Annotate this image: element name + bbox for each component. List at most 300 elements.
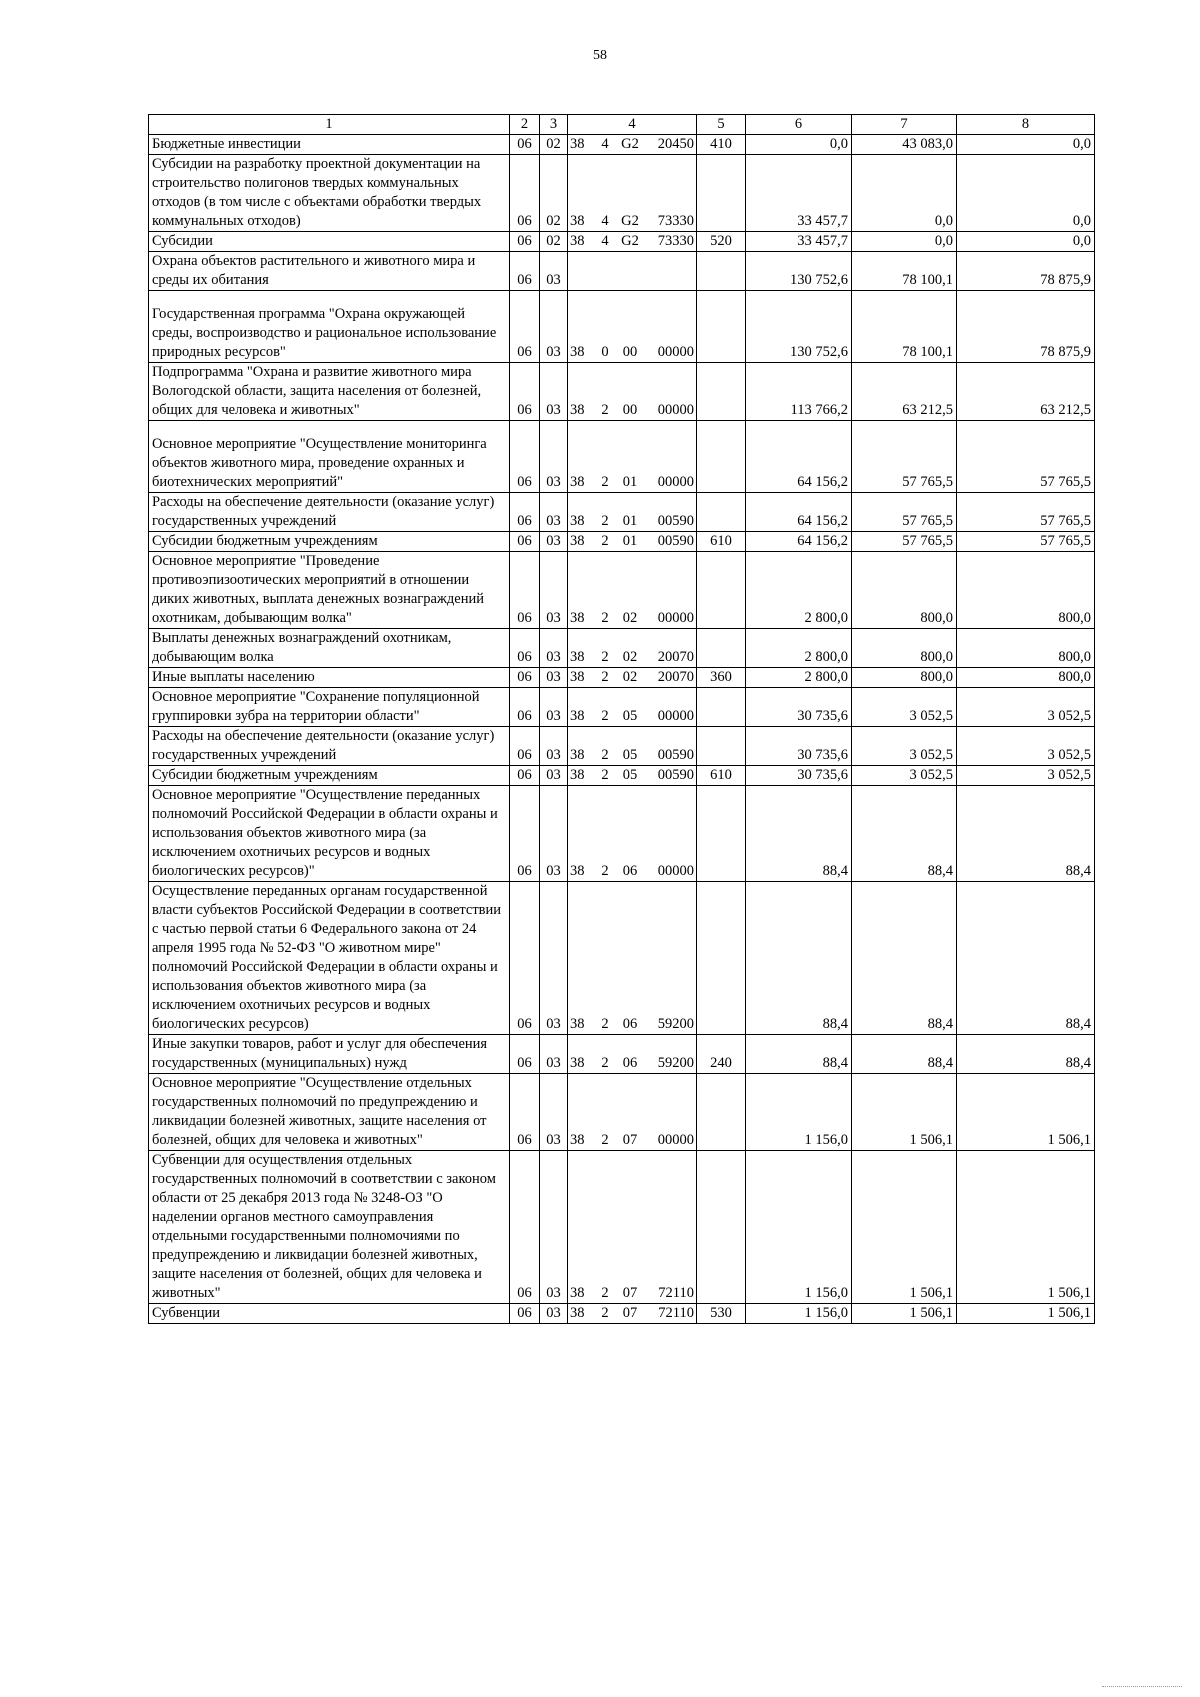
expense-type-code: 360 [697, 668, 746, 688]
expense-type-code: 610 [697, 532, 746, 552]
target-article-code [568, 1304, 697, 1324]
header-cell: 5 [697, 115, 746, 135]
row-name: Основное мероприятие "Осуществление мониторинга объектов животного мира, проведение охранных и биотехнических мероприятий" [149, 421, 510, 493]
article-code-parts [570, 135, 694, 154]
amount-col-8: 57 765,5 [957, 493, 1095, 532]
article-code-part: 07 [622, 1285, 638, 1301]
article-code-parts [570, 401, 694, 420]
amount-col-6: 88,4 [746, 882, 852, 1035]
article-code-part: 00000 [657, 344, 694, 360]
row-name: Основное мероприятие "Проведение противоэпизоотических мероприятий в отношении диких животных, выплата денежных вознаграждений охотникам, добывающим волка" [149, 552, 510, 629]
amount-col-7: 800,0 [852, 629, 957, 668]
expense-type-code [697, 882, 746, 1035]
article-code-parts [570, 212, 694, 231]
article-code-part: 72110 [658, 1305, 694, 1321]
header-cell: 7 [852, 115, 957, 135]
article-code-part: 2 [601, 513, 609, 529]
article-code-part: 05 [622, 767, 638, 783]
amount-col-8: 88,4 [957, 1035, 1095, 1074]
article-code-part: 38 [570, 649, 585, 665]
expense-type-code [697, 786, 746, 882]
expense-type-code [697, 421, 746, 493]
article-code-part: 4 [601, 136, 609, 152]
table-row [149, 786, 1095, 882]
article-code-part: 38 [570, 344, 585, 360]
target-article-code [568, 882, 697, 1035]
article-code-parts [570, 343, 694, 362]
section-code: 06 [510, 766, 540, 786]
article-code-part: 02 [622, 669, 638, 685]
article-code-part: 38 [570, 863, 585, 879]
article-code-part: 2 [601, 747, 609, 763]
amount-col-6: 2 800,0 [746, 552, 852, 629]
expense-type-code [697, 1074, 746, 1151]
row-name: Основное мероприятие "Сохранение популяционной группировки зубра на территории области" [149, 688, 510, 727]
article-code-part: 02 [622, 649, 638, 665]
row-name: Бюджетные инвестиции [149, 135, 510, 155]
target-article-code [568, 766, 697, 786]
article-code-parts [570, 473, 694, 492]
article-code-part: 00590 [657, 513, 694, 529]
amount-col-8: 0,0 [957, 232, 1095, 252]
amount-col-7: 57 765,5 [852, 493, 957, 532]
section-code: 06 [510, 882, 540, 1035]
article-code-parts [570, 1304, 694, 1323]
subsection-code: 03 [540, 1074, 568, 1151]
target-article-code [568, 493, 697, 532]
table-row [149, 668, 1095, 688]
article-code-parts [570, 668, 694, 687]
amount-col-7: 1 506,1 [852, 1074, 957, 1151]
section-code: 06 [510, 532, 540, 552]
article-code-part: 59200 [657, 1016, 694, 1032]
article-code-part: 05 [622, 747, 638, 763]
article-code-part: 01 [622, 474, 638, 490]
subsection-code: 03 [540, 786, 568, 882]
table-row [149, 629, 1095, 668]
section-code: 06 [510, 135, 540, 155]
target-article-code [568, 232, 697, 252]
row-name: Осуществление переданных органам государственной власти субъектов Российской Федерации в соответствии с частью первой статьи 6 Федерального закона от 24 апреля 1995 года № 52-ФЗ "О животном мире" полномочий Российской Федерации в области охраны и использования объектов животного мира (за исключением охотничьих ресурсов и водных биологических ресурсов) [149, 882, 510, 1035]
article-code-part: 38 [570, 533, 585, 549]
expense-type-code [697, 629, 746, 668]
table-row [149, 135, 1095, 155]
expense-type-code [697, 552, 746, 629]
table-row [149, 493, 1095, 532]
table-row [149, 291, 1095, 363]
section-code: 06 [510, 421, 540, 493]
subsection-code: 03 [540, 766, 568, 786]
article-code-part: 38 [570, 474, 585, 490]
article-code-part: 38 [570, 1285, 585, 1301]
article-code-part: 73330 [657, 233, 694, 249]
target-article-code [568, 532, 697, 552]
article-code-part: 4 [601, 233, 609, 249]
article-code-parts [570, 766, 694, 785]
article-code-part: 38 [570, 767, 585, 783]
article-code-part: 2 [601, 708, 609, 724]
row-name: Государственная программа "Охрана окружающей среды, воспроизводство и рациональное использование природных ресурсов" [149, 291, 510, 363]
page-number: 58 [593, 48, 607, 63]
amount-col-6: 2 800,0 [746, 629, 852, 668]
amount-col-6: 0,0 [746, 135, 852, 155]
article-code-part: 38 [570, 402, 585, 418]
section-code: 06 [510, 1074, 540, 1151]
scan-artifact [1102, 1686, 1182, 1689]
amount-col-7: 1 506,1 [852, 1151, 957, 1304]
article-code-parts [570, 746, 694, 765]
amount-col-8: 57 765,5 [957, 421, 1095, 493]
article-code-part: 2 [601, 610, 609, 626]
amount-col-7: 57 765,5 [852, 421, 957, 493]
amount-col-7: 3 052,5 [852, 766, 957, 786]
table-row [149, 252, 1095, 291]
amount-col-7: 800,0 [852, 552, 957, 629]
article-code-part: 38 [570, 233, 585, 249]
article-code-parts [570, 609, 694, 628]
expense-type-code [697, 291, 746, 363]
article-code-part: 00000 [657, 402, 694, 418]
article-code-parts [570, 512, 694, 531]
amount-col-6: 64 156,2 [746, 421, 852, 493]
header-cell: 4 [568, 115, 697, 135]
amount-col-6: 64 156,2 [746, 532, 852, 552]
amount-col-8: 3 052,5 [957, 727, 1095, 766]
amount-col-6: 30 735,6 [746, 766, 852, 786]
article-code-part: 00 [622, 402, 638, 418]
section-code: 06 [510, 668, 540, 688]
expense-type-code: 610 [697, 766, 746, 786]
subsection-code: 03 [540, 1035, 568, 1074]
article-code-part: 38 [570, 708, 585, 724]
target-article-code [568, 629, 697, 668]
section-code: 06 [510, 363, 540, 421]
header-row [149, 115, 1095, 135]
article-code-part: 00000 [657, 863, 694, 879]
section-code: 06 [510, 1304, 540, 1324]
article-code-part: 38 [570, 1055, 585, 1071]
section-code: 06 [510, 727, 540, 766]
subsection-code: 03 [540, 421, 568, 493]
section-code: 06 [510, 291, 540, 363]
article-code-part: 06 [622, 863, 638, 879]
table-row [149, 766, 1095, 786]
amount-col-6: 30 735,6 [746, 688, 852, 727]
header-cell: 8 [957, 115, 1095, 135]
target-article-code [568, 252, 697, 291]
article-code-part: 38 [570, 1016, 585, 1032]
row-name: Иные закупки товаров, работ и услуг для обеспечения государственных (муниципальных) нужд [149, 1035, 510, 1074]
section-code: 06 [510, 629, 540, 668]
row-name: Субсидии бюджетным учреждениям [149, 532, 510, 552]
target-article-code [568, 668, 697, 688]
article-code-part: 00590 [657, 747, 694, 763]
subsection-code: 03 [540, 688, 568, 727]
target-article-code [568, 1035, 697, 1074]
table-row [149, 155, 1095, 232]
article-code-part: 38 [570, 1305, 585, 1321]
expense-type-code: 240 [697, 1035, 746, 1074]
subsection-code: 03 [540, 727, 568, 766]
amount-col-6: 1 156,0 [746, 1074, 852, 1151]
expense-type-code: 520 [697, 232, 746, 252]
expense-type-code [697, 155, 746, 232]
header-cell: 3 [540, 115, 568, 135]
table-row [149, 552, 1095, 629]
article-code-part: 2 [601, 1055, 609, 1071]
amount-col-6: 64 156,2 [746, 493, 852, 532]
article-code-part: 2 [601, 533, 609, 549]
subsection-code: 03 [540, 1304, 568, 1324]
amount-col-8: 3 052,5 [957, 688, 1095, 727]
amount-col-7: 57 765,5 [852, 532, 957, 552]
article-code-parts [570, 1284, 694, 1303]
amount-col-6: 1 156,0 [746, 1151, 852, 1304]
row-name: Субвенции [149, 1304, 510, 1324]
article-code-part: 07 [622, 1305, 638, 1321]
amount-col-7: 0,0 [852, 232, 957, 252]
article-code-part: 72110 [658, 1285, 694, 1301]
amount-col-8: 1 506,1 [957, 1074, 1095, 1151]
article-code-part: 02 [622, 610, 638, 626]
table-row [149, 532, 1095, 552]
row-name: Расходы на обеспечение деятельности (оказание услуг) государственных учреждений [149, 493, 510, 532]
section-code: 06 [510, 493, 540, 532]
article-code-parts [570, 862, 694, 881]
amount-col-8: 800,0 [957, 668, 1095, 688]
amount-col-8: 1 506,1 [957, 1304, 1095, 1324]
amount-col-6: 2 800,0 [746, 668, 852, 688]
article-code-part: 38 [570, 1132, 585, 1148]
row-name: Субсидии бюджетным учреждениям [149, 766, 510, 786]
amount-col-6: 33 457,7 [746, 232, 852, 252]
table-row [149, 882, 1095, 1035]
article-code-parts [570, 648, 694, 667]
article-code-part: 20070 [657, 669, 694, 685]
target-article-code [568, 786, 697, 882]
amount-col-6: 130 752,6 [746, 291, 852, 363]
article-code-parts [570, 707, 694, 726]
target-article-code [568, 291, 697, 363]
amount-col-8: 78 875,9 [957, 252, 1095, 291]
subsection-code: 02 [540, 155, 568, 232]
amount-col-7: 3 052,5 [852, 688, 957, 727]
expense-type-code: 410 [697, 135, 746, 155]
amount-col-8: 800,0 [957, 629, 1095, 668]
expense-type-code [697, 493, 746, 532]
target-article-code [568, 155, 697, 232]
article-code-parts [570, 1131, 694, 1150]
row-name: Подпрограмма "Охрана и развитие животного мира Вологодской области, защита населения от болезней, общих для человека и животных" [149, 363, 510, 421]
subsection-code: 03 [540, 493, 568, 532]
article-code-part: G2 [621, 213, 639, 229]
target-article-code [568, 135, 697, 155]
article-code-part: 07 [622, 1132, 638, 1148]
amount-col-7: 0,0 [852, 155, 957, 232]
row-name: Расходы на обеспечение деятельности (оказание услуг) государственных учреждений [149, 727, 510, 766]
expense-type-code: 530 [697, 1304, 746, 1324]
expense-type-code [697, 252, 746, 291]
article-code-part: 06 [622, 1055, 638, 1071]
article-code-part: 00000 [657, 1132, 694, 1148]
amount-col-7: 88,4 [852, 786, 957, 882]
section-code: 06 [510, 786, 540, 882]
subsection-code: 02 [540, 232, 568, 252]
table-row [149, 421, 1095, 493]
amount-col-8: 57 765,5 [957, 532, 1095, 552]
target-article-code [568, 1151, 697, 1304]
article-code-part: 20450 [657, 136, 694, 152]
article-code-part: 01 [622, 533, 638, 549]
amount-col-7: 88,4 [852, 1035, 957, 1074]
table-row [149, 363, 1095, 421]
row-name: Выплаты денежных вознаграждений охотникам, добывающим волка [149, 629, 510, 668]
subsection-code: 03 [540, 532, 568, 552]
table-body [149, 115, 1095, 1324]
section-code: 06 [510, 688, 540, 727]
subsection-code: 03 [540, 363, 568, 421]
amount-col-8: 800,0 [957, 552, 1095, 629]
target-article-code [568, 363, 697, 421]
article-code-part: 4 [601, 213, 609, 229]
row-name: Субсидии [149, 232, 510, 252]
article-code-part: 38 [570, 747, 585, 763]
article-code-part: 00000 [657, 474, 694, 490]
amount-col-7: 3 052,5 [852, 727, 957, 766]
row-name: Иные выплаты населению [149, 668, 510, 688]
amount-col-6: 113 766,2 [746, 363, 852, 421]
article-code-part: G2 [621, 136, 639, 152]
amount-col-8: 3 052,5 [957, 766, 1095, 786]
row-name: Основное мероприятие "Осуществление отдельных государственных полномочий по предупреждению и ликвидации болезней животных, защите населения от болезней, общих для человека и животных" [149, 1074, 510, 1151]
article-code-part: 2 [601, 1016, 609, 1032]
amount-col-7: 88,4 [852, 882, 957, 1035]
article-code-parts [570, 232, 694, 251]
article-code-part: 2 [601, 1132, 609, 1148]
header-cell: 1 [149, 115, 510, 135]
amount-col-7: 78 100,1 [852, 252, 957, 291]
amount-col-6: 33 457,7 [746, 155, 852, 232]
subsection-code: 02 [540, 135, 568, 155]
article-code-parts [570, 1015, 694, 1034]
amount-col-8: 0,0 [957, 135, 1095, 155]
subsection-code: 03 [540, 252, 568, 291]
header-cell: 2 [510, 115, 540, 135]
table-row [149, 688, 1095, 727]
table-row [149, 727, 1095, 766]
amount-col-7: 800,0 [852, 668, 957, 688]
subsection-code: 03 [540, 882, 568, 1035]
budget-table [148, 114, 1095, 1324]
section-code: 06 [510, 232, 540, 252]
table-row [149, 1035, 1095, 1074]
article-code-parts [570, 532, 694, 551]
target-article-code [568, 1074, 697, 1151]
amount-col-8: 0,0 [957, 155, 1095, 232]
article-code-part: 38 [570, 610, 585, 626]
amount-col-8: 1 506,1 [957, 1151, 1095, 1304]
article-code-part: 2 [601, 767, 609, 783]
article-code-part: 2 [601, 649, 609, 665]
article-code-parts [570, 1054, 694, 1073]
expense-type-code [697, 1151, 746, 1304]
article-code-part: 73330 [657, 213, 694, 229]
article-code-part: 00000 [657, 610, 694, 626]
amount-col-8: 88,4 [957, 882, 1095, 1035]
target-article-code [568, 421, 697, 493]
article-code-part: 38 [570, 669, 585, 685]
article-code-part: 00590 [657, 767, 694, 783]
amount-col-8: 88,4 [957, 786, 1095, 882]
article-code-part: 2 [601, 1285, 609, 1301]
table-row [149, 1304, 1095, 1324]
amount-col-6: 30 735,6 [746, 727, 852, 766]
amount-col-8: 78 875,9 [957, 291, 1095, 363]
header-cell: 6 [746, 115, 852, 135]
article-code-part: 2 [601, 474, 609, 490]
subsection-code: 03 [540, 629, 568, 668]
row-name: Субвенции для осуществления отдельных государственных полномочий в соответствии с законом области от 25 декабря 2013 года № 3248-ОЗ "О наделении органов местного самоуправления отдельными государственными полномочиями по предупреждению и ликвидации болезней животных, защите населения от болезней, общих для человека и животных" [149, 1151, 510, 1304]
section-code: 06 [510, 252, 540, 291]
section-code: 06 [510, 1151, 540, 1304]
section-code: 06 [510, 1035, 540, 1074]
row-name: Охрана объектов растительного и животного мира и среды их обитания [149, 252, 510, 291]
article-code-part: 20070 [657, 649, 694, 665]
target-article-code [568, 552, 697, 629]
target-article-code [568, 688, 697, 727]
article-code-part: 0 [601, 344, 609, 360]
expense-type-code [697, 727, 746, 766]
article-code-part: 00 [622, 344, 638, 360]
article-code-part: 2 [601, 1305, 609, 1321]
article-code-part: 38 [570, 213, 585, 229]
article-code-part: 2 [601, 402, 609, 418]
row-name: Основное мероприятие "Осуществление переданных полномочий Российской Федерации в области охраны и использования объектов животного мира (за исключением охотничьих ресурсов и водных биологических ресурсов)" [149, 786, 510, 882]
article-code-part: 38 [570, 513, 585, 529]
table-row [149, 1151, 1095, 1304]
expense-type-code [697, 688, 746, 727]
subsection-code: 03 [540, 552, 568, 629]
article-code-part: 38 [570, 136, 585, 152]
article-code-part: 2 [601, 669, 609, 685]
amount-col-6: 1 156,0 [746, 1304, 852, 1324]
amount-col-6: 88,4 [746, 786, 852, 882]
subsection-code: 03 [540, 1151, 568, 1304]
table-row [149, 1074, 1095, 1151]
section-code: 06 [510, 155, 540, 232]
article-code-part: 2 [601, 863, 609, 879]
article-code-part: 00000 [657, 708, 694, 724]
amount-col-7: 1 506,1 [852, 1304, 957, 1324]
expense-type-code [697, 363, 746, 421]
amount-col-7: 78 100,1 [852, 291, 957, 363]
amount-col-8: 63 212,5 [957, 363, 1095, 421]
article-code-part: 06 [622, 1016, 638, 1032]
article-code-part: 01 [622, 513, 638, 529]
amount-col-6: 130 752,6 [746, 252, 852, 291]
target-article-code [568, 727, 697, 766]
row-name: Субсидии на разработку проектной документации на строительство полигонов твердых коммунальных отходов (в том числе с объектами обработки твердых коммунальных отходов) [149, 155, 510, 232]
table-row [149, 232, 1095, 252]
subsection-code: 03 [540, 668, 568, 688]
amount-col-6: 88,4 [746, 1035, 852, 1074]
section-code: 06 [510, 552, 540, 629]
amount-col-7: 63 212,5 [852, 363, 957, 421]
subsection-code: 03 [540, 291, 568, 363]
article-code-part: 59200 [657, 1055, 694, 1071]
article-code-part: G2 [621, 233, 639, 249]
article-code-part: 00590 [657, 533, 694, 549]
